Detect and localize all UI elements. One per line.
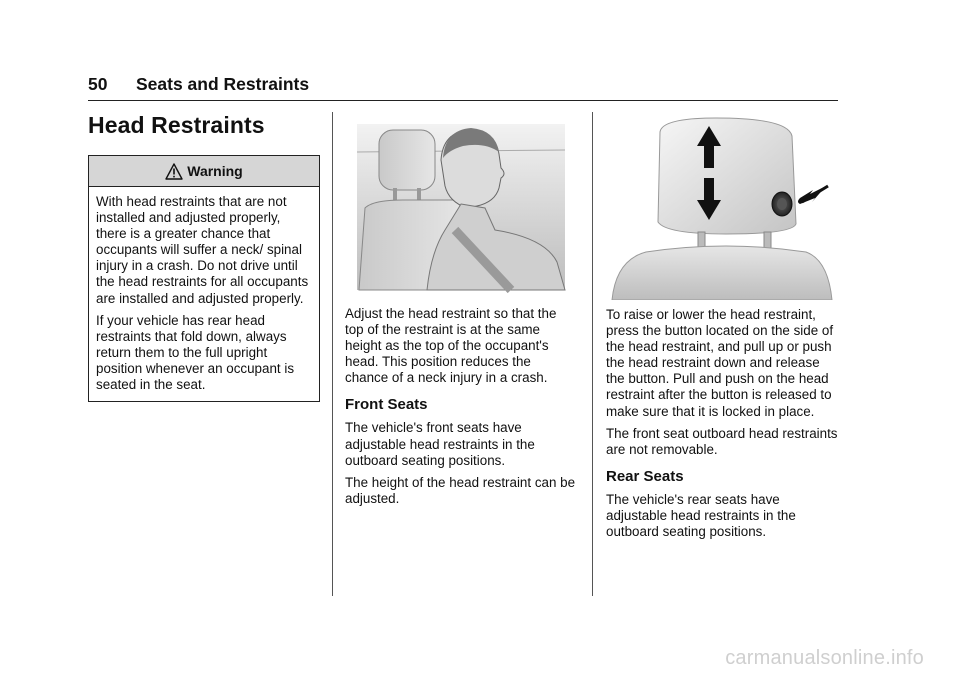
column-divider [592, 112, 593, 596]
page-title: Head Restraints [88, 112, 265, 138]
body-paragraph: To raise or lower the head restraint, press the button located on the side of the head restraint, and pull up or push the head restraint down and release the button. Pull and push on the head restraint after the button is released to make sure that it is locked in place. [606, 307, 834, 419]
section-title: Seats and Restraints [136, 74, 310, 94]
warning-header [89, 156, 319, 187]
warning-label: Warning [187, 163, 243, 179]
watermark: carmanualsonline.info [725, 647, 924, 669]
page-number: 50 [88, 74, 108, 94]
warning-box [88, 155, 320, 402]
head-restraint-button-illustration [606, 112, 838, 300]
body-paragraph: Adjust the head restraint so that the top of the restraint is at the same height as the top of the occupant's head. This position reduces the chance of a neck injury in a crash. [345, 306, 557, 386]
column-middle [345, 112, 577, 513]
column-left [88, 112, 320, 402]
warning-paragraph: If your vehicle has rear head restraints that fold down, always return them to the full upright position whenever an occupant is seated in the seat. [96, 312, 295, 393]
page-header [88, 72, 838, 101]
warning-paragraph: With head restraints that are not installed and adjusted properly, there is a greater chance that occupants will suffer a neck/ spinal injury in a crash. Do not drive until the head restraints for all occupants are installed and adjusted properly. [96, 194, 309, 306]
occupant-head-restraint-illustration [345, 112, 577, 298]
column-right [606, 112, 838, 546]
front-seats-heading: Front Seats [345, 396, 428, 414]
column-divider [332, 112, 333, 596]
warning-triangle-icon [165, 163, 183, 180]
warning-body [89, 187, 319, 401]
body-paragraph: The front seat outboard head restraints are not removable. [606, 425, 838, 457]
body-paragraph: The vehicle's front seats have adjustable head restraints in the outboard seating positions. [345, 420, 535, 468]
rear-seats-heading: Rear Seats [606, 467, 684, 485]
body-paragraph: The height of the head restraint can be adjusted. [345, 474, 576, 506]
body-paragraph: The vehicle's rear seats have adjustable head restraints in the outboard seating positions. [606, 491, 796, 540]
